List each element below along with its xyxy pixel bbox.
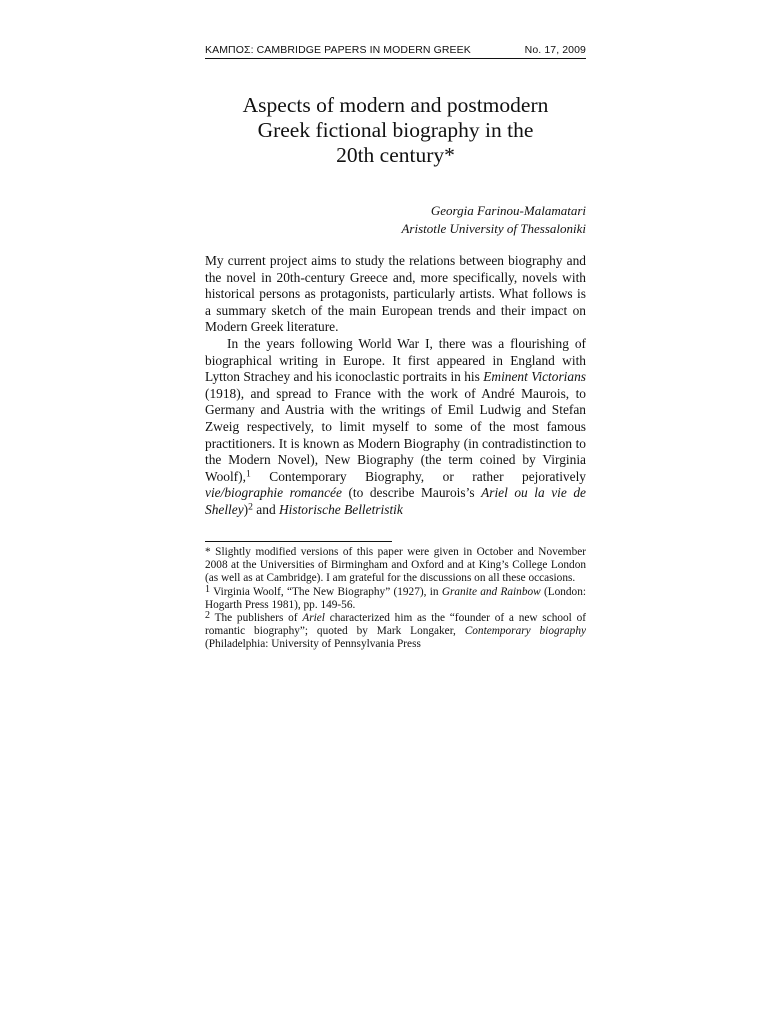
running-head bbox=[205, 44, 586, 56]
footnotes bbox=[205, 546, 586, 652]
text-run: The publishers of bbox=[210, 612, 303, 625]
footnote-number: 2 bbox=[205, 610, 210, 622]
issue-number: No. 17, 2009 bbox=[524, 44, 586, 56]
paragraph bbox=[205, 336, 586, 519]
text-run: characterized him as the “founder of a new school of romantic biography”; quoted by Mark Longaker, bbox=[205, 612, 586, 638]
italic-term: Historische Belletristik bbox=[278, 501, 403, 517]
footnote: * Slightly modified versions of this paper were given in October and November 2008 at the Universities of Birmingham and Oxford and at King’s College London (as well as at Cambridge). I am grateful for the discussions on all these occasions. bbox=[205, 546, 586, 585]
italic-title: Ariel ou la vie de Shelley bbox=[205, 485, 586, 517]
footnote-ref[interactable]: 2 bbox=[248, 501, 253, 513]
paragraph: My current project aims to study the relations between biography and the novel in 20th-century Greece and, more specifically, novels with historical persons as protagonists, particularly artists. What follows is a summary sketch of the main European trends and their impact on Modern Greek literature. bbox=[205, 253, 586, 335]
author-name: Georgia Farinou-Malamatari bbox=[430, 203, 586, 218]
body-text bbox=[205, 253, 586, 519]
text-run: Contemporary Biography, or rather pejoratively bbox=[250, 468, 586, 484]
text-run: Virginia Woolf, “The New Biography” (1927), in bbox=[210, 585, 442, 598]
header-rule bbox=[205, 58, 586, 59]
text-run: (1918), and spread to France with the work of André Maurois, to Germany and Austria with the writings of Emil Ludwig and Stefan Zweig respectively, to limit myself to some of the most famous practitioners. It is known as Modern Biography (in contradistinction to the Modern Novel), New Biography (the term coined by Virginia Woolf), bbox=[205, 385, 586, 484]
italic-term: vie/biographie romancée bbox=[205, 485, 342, 501]
journal-name: ΚΑΜΠΟΣ: CAMBRIDGE PAPERS IN MODERN GREEK bbox=[205, 44, 471, 56]
footnote bbox=[205, 612, 586, 652]
footnote bbox=[205, 583, 586, 612]
title-line: Aspects of modern and postmodern bbox=[242, 93, 549, 117]
footnote-number: 1 bbox=[205, 583, 210, 595]
text-run: ) bbox=[243, 501, 249, 517]
footnote-ref[interactable]: 1 bbox=[245, 468, 251, 480]
italic-title: Granite and Rainbow bbox=[441, 585, 541, 598]
text-run: and bbox=[252, 501, 279, 517]
text-run: In the years following World War I, there was a flourishing of biographical writing in Europe. It first appeared in England with Lytton Strachey and his iconoclastic portraits in his bbox=[205, 335, 586, 385]
author-affiliation: Aristotle University of Thessaloniki bbox=[401, 221, 586, 236]
text-run: (to describe Maurois’s bbox=[341, 485, 482, 501]
title-line: 20th century* bbox=[336, 143, 455, 167]
text-run: (Philadelphia: University of Pennsylvania Press bbox=[205, 638, 421, 651]
article-title bbox=[205, 93, 586, 168]
italic-title: Eminent Victorians bbox=[483, 369, 586, 385]
italic-title: Contemporary biography bbox=[464, 625, 586, 638]
title-line: Greek fictional biography in the bbox=[257, 118, 534, 142]
text-run: (London: Hogarth Press 1981), pp. 149-56. bbox=[205, 585, 586, 611]
italic-title: Ariel bbox=[302, 612, 325, 625]
footnote-rule bbox=[205, 541, 392, 542]
